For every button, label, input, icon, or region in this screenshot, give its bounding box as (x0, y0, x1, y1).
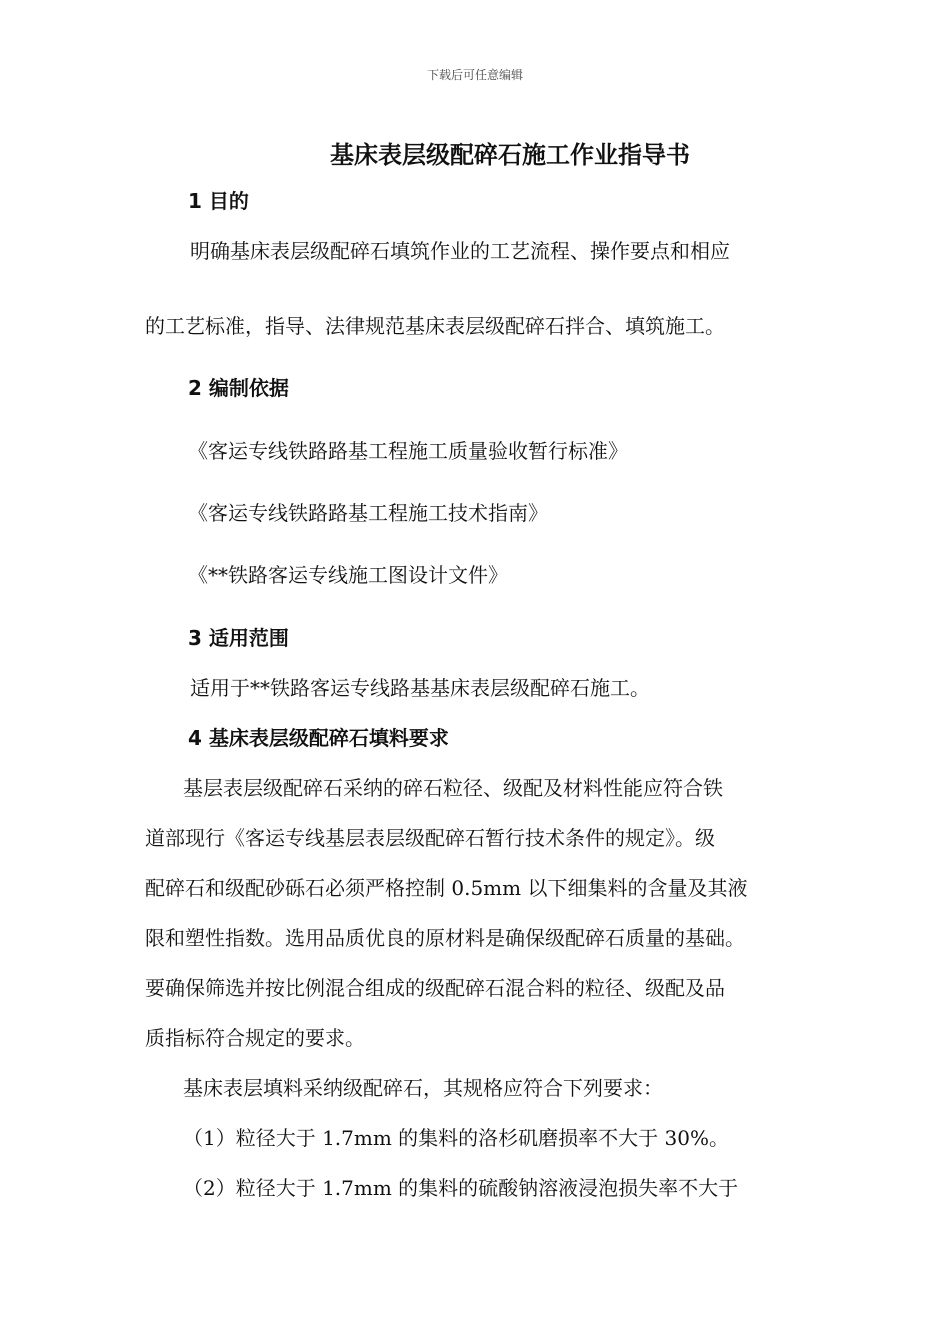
paragraph-line: 明确基床表层级配碎石填筑作业的工艺流程、操作要点和相应 (190, 239, 730, 263)
paragraph-line: 限和塑性指数。选用品质优良的原材料是确保级配碎石质量的基础。 (145, 926, 745, 950)
reference-item: 《**铁路客运专线施工图设计文件》 (188, 563, 508, 587)
paragraph-line: 的工艺标准，指导、法律规范基床表层级配碎石拌合、填筑施工。 (145, 314, 725, 338)
page-header-note: 下载后可任意编辑 (426, 68, 523, 82)
requirement-item: （2）粒径大于 1.7mm 的集料的硫酸钠溶液浸泡损失率不大于 (183, 1176, 739, 1200)
paragraph-line: 适用于**铁路客运专线路基基床表层级配碎石施工。 (190, 676, 650, 700)
section-heading-purpose: 1 目的 (188, 189, 249, 213)
paragraph-line: 质指标符合规定的要求。 (145, 1026, 365, 1050)
requirement-item: （1）粒径大于 1.7mm 的集料的洛杉矶磨损率不大于 30%。 (183, 1126, 729, 1150)
paragraph-line: 基层表层级配碎石采纳的碎石粒径、级配及材料性能应符合铁 (183, 776, 723, 800)
section-heading-basis: 2 编制依据 (188, 376, 289, 400)
document-title: 基床表层级配碎石施工作业指导书 (330, 141, 690, 169)
paragraph-line: 配碎石和级配砂砾石必须严格控制 0.5mm 以下细集料的含量及其液 (145, 876, 748, 900)
paragraph-line: 道部现行《客运专线基层表层级配碎石暂行技术条件的规定》。级 (145, 826, 715, 850)
reference-item: 《客运专线铁路路基工程施工质量验收暂行标准》 (188, 439, 628, 463)
section-heading-material: 4 基床表层级配碎石填料要求 (188, 726, 449, 750)
section-heading-scope: 3 适用范围 (188, 626, 289, 650)
paragraph-line: 要确保筛选并按比例混合组成的级配碎石混合料的粒径、级配及品 (145, 976, 725, 1000)
reference-item: 《客运专线铁路路基工程施工技术指南》 (188, 501, 548, 525)
paragraph-line: 基床表层填料采纳级配碎石，其规格应符合下列要求： (183, 1076, 663, 1100)
